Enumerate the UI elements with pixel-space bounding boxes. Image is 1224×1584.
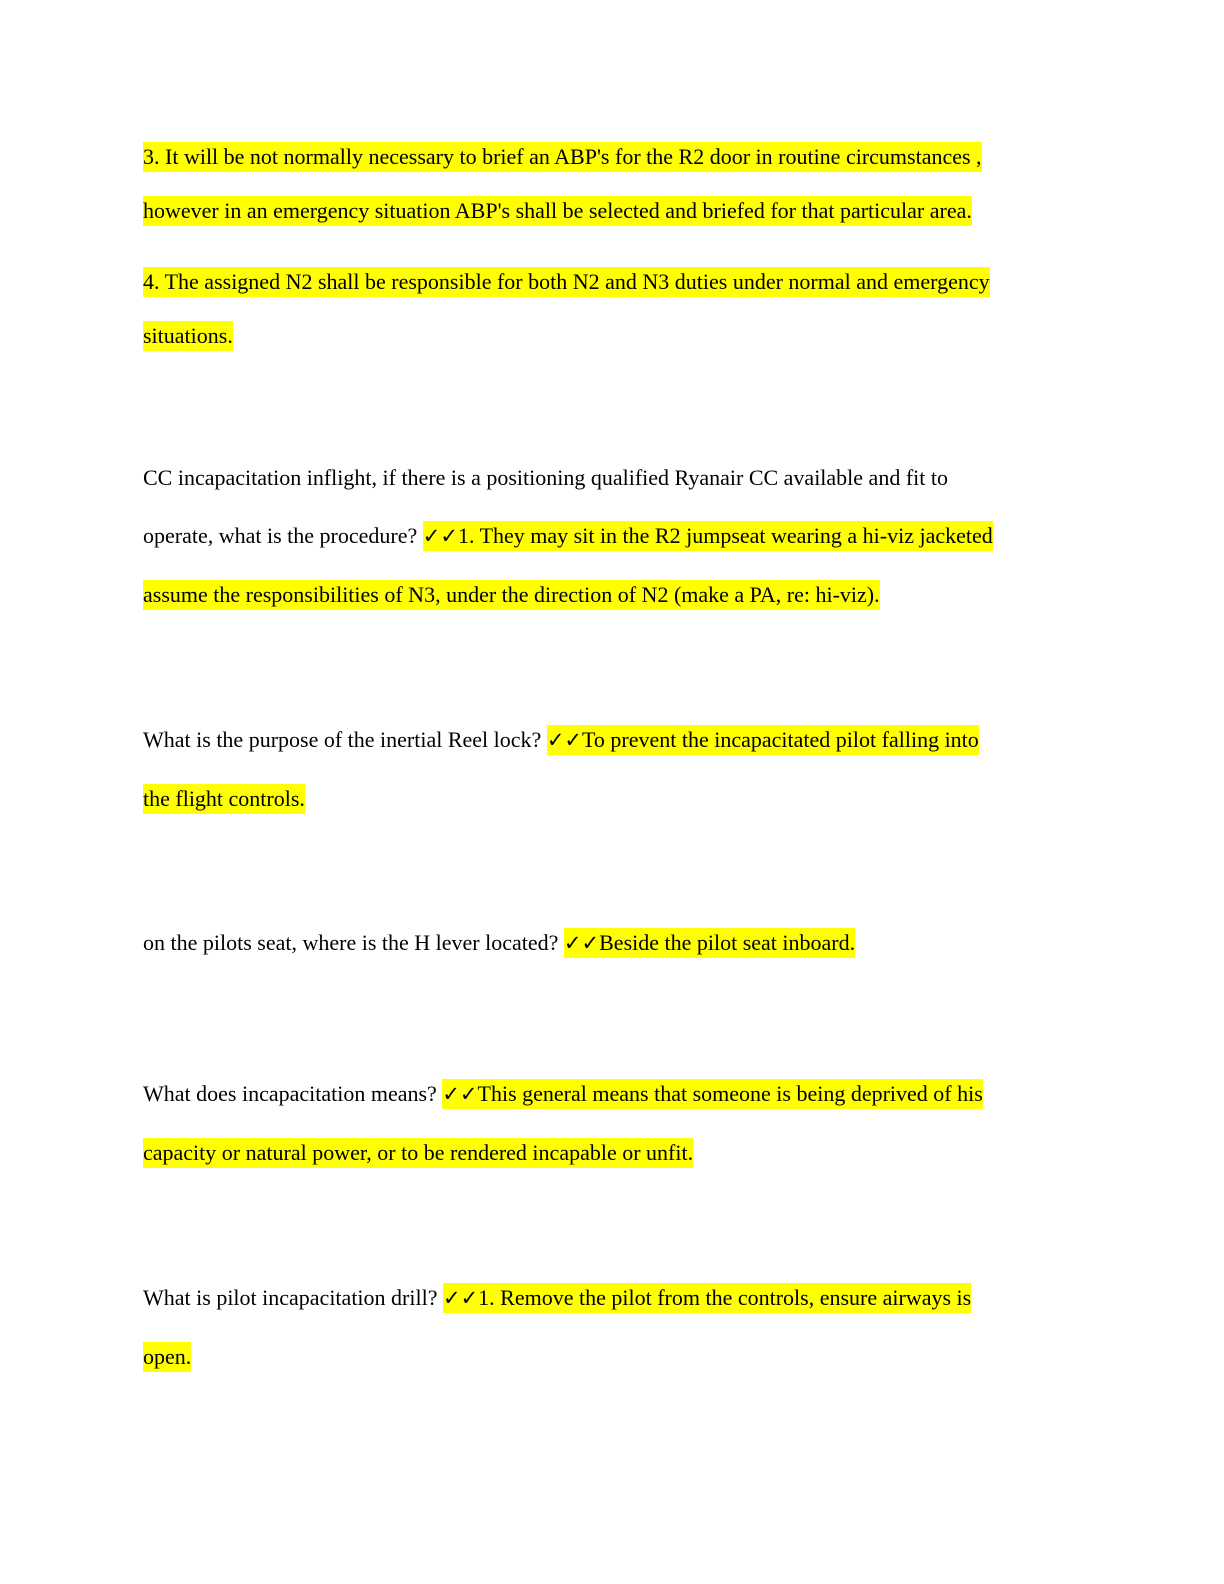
qa-2-answer-line-2 — [143, 785, 305, 813]
answer-highlight — [423, 521, 993, 551]
double-check-icon: ✓✓ — [442, 1082, 478, 1106]
answer-highlight — [547, 725, 979, 755]
answer-text: assume the responsibilities of N3, under the direction of N2 (make a PA, re: hi-viz). — [143, 580, 880, 610]
qa-4-line-1 — [143, 1080, 983, 1108]
question-text: operate, what is the procedure? — [143, 523, 418, 548]
qa-5-answer-line-2 — [143, 1343, 191, 1371]
highlighted-text: 4. The assigned N2 shall be responsible for both N2 and N3 duties under normal and emergency — [143, 267, 990, 297]
qa-4-answer-line-2 — [143, 1139, 693, 1167]
answer-text: 1. Remove the pilot from the controls, ensure airways is — [478, 1285, 972, 1310]
question-text: CC incapacitation inflight, if there is a positioning qualified Ryanair CC available and fit to — [143, 465, 948, 490]
answer-highlight — [442, 1079, 982, 1109]
item-4-line-1 — [143, 268, 990, 296]
item-4-line-2 — [143, 322, 233, 350]
answer-highlight — [443, 1283, 971, 1313]
qa-3-line-1 — [143, 929, 855, 957]
answer-text: the flight controls. — [143, 784, 305, 814]
qa-1-question-line-1 — [143, 464, 948, 492]
question-text: What is pilot incapacitation drill? — [143, 1285, 438, 1310]
qa-2-line-1 — [143, 726, 979, 754]
qa-5-line-1 — [143, 1284, 971, 1312]
highlighted-text: however in an emergency situation ABP's shall be selected and briefed for that particular area. — [143, 196, 972, 226]
answer-text: open. — [143, 1342, 191, 1372]
highlighted-text: 3. It will be not normally necessary to brief an ABP's for the R2 door in routine circumstances , — [143, 142, 982, 172]
answer-text: Beside the pilot seat inboard. — [599, 930, 856, 955]
double-check-icon: ✓✓ — [563, 931, 600, 955]
qa-1-answer-line-2 — [143, 581, 880, 609]
item-3-line-2 — [143, 197, 972, 225]
answer-text: This general means that someone is being deprived of his — [477, 1081, 983, 1106]
double-check-icon: ✓✓ — [422, 524, 458, 548]
answer-text: To prevent the incapacitated pilot falling into — [582, 727, 979, 752]
answer-highlight — [564, 928, 855, 958]
answer-text: 1. They may sit in the R2 jumpseat wearing a hi-viz jacketed — [457, 523, 993, 548]
question-text: What does incapacitation means? — [143, 1081, 437, 1106]
question-text: What is the purpose of the inertial Reel lock? — [143, 727, 542, 752]
item-3-line-1 — [143, 143, 982, 171]
qa-1-line-2 — [143, 522, 993, 550]
highlighted-text: situations. — [143, 321, 233, 351]
answer-text: capacity or natural power, or to be rendered incapable or unfit. — [143, 1138, 693, 1168]
question-text: on the pilots seat, where is the H lever located? — [143, 930, 559, 955]
double-check-icon: ✓✓ — [546, 728, 583, 752]
double-check-icon: ✓✓ — [442, 1286, 479, 1310]
